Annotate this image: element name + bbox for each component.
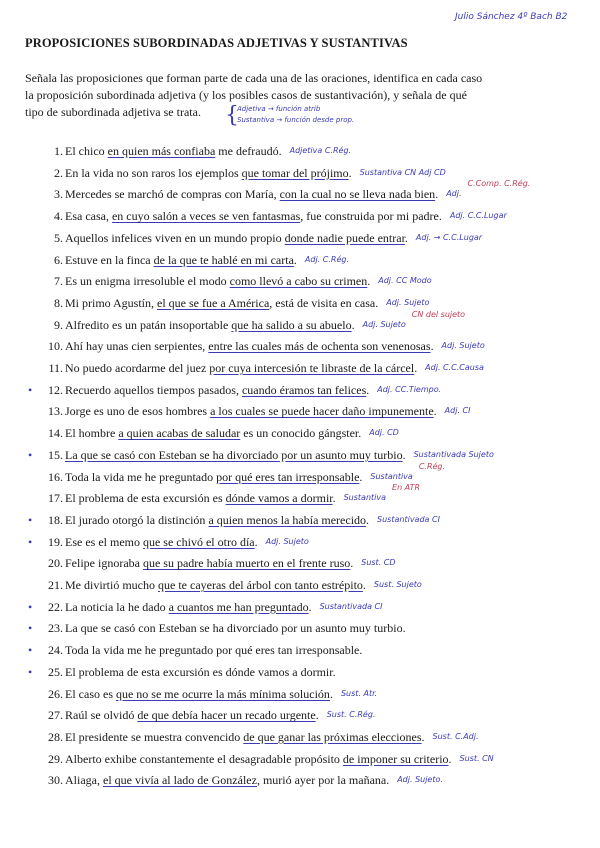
sentence-fragment: Recuerdo aquellos tiempos pasados,: [65, 382, 242, 397]
underlined-clause: a quien acabas de saludar: [118, 426, 241, 441]
underlined-clause: por qué eres tan irresponsable: [216, 469, 360, 484]
underlined-clause: a cuantos me han preguntado: [168, 599, 309, 614]
sentence-fragment: Mi primo Agustín,: [65, 295, 158, 310]
underlined-clause: que su padre había muerto en el frente ruso: [142, 556, 351, 571]
sentence-row: [0, 272, 600, 292]
sentence-row: [0, 337, 600, 357]
underlined-clause: a los cuales se puede hacer daño impunemente: [210, 404, 434, 419]
handwritten-annotation: Sust. Sujeto: [373, 580, 422, 589]
sentence-number: 30.: [48, 773, 63, 788]
handwritten-annotation: Sustantiva: [370, 471, 413, 481]
underlined-clause: que no se me ocurre la más mínima solución: [115, 686, 330, 701]
sentence-row: [0, 685, 600, 705]
sentence-fragment: En la vida no son raros los ejemplos: [65, 165, 242, 180]
sentence-fragment: .: [254, 534, 258, 549]
handwritten-annotation: Adj. Sujeto: [265, 536, 309, 546]
underlined-clause: entre las cuales más de ochenta son venenosas: [208, 339, 431, 354]
sentence-number: 6.: [54, 252, 63, 267]
handwritten-annotation-red: En ATR: [392, 483, 421, 493]
sentence-text: [65, 556, 353, 571]
sentence-text: [65, 730, 425, 745]
sentence-row: [0, 511, 600, 531]
sentence-text: [65, 296, 378, 311]
sentence-number: 29.: [48, 751, 63, 766]
sentence-fragment: .: [404, 230, 408, 245]
sentence-text: [65, 187, 438, 202]
sentence-number: 20.: [48, 556, 63, 571]
sentence-fragment: .: [414, 361, 418, 375]
handwritten-annotation: Adj. CC.Tiempo.: [377, 384, 442, 394]
sentence-number: 4.: [54, 209, 63, 224]
sentence-fragment: Jorge es uno de esos hombres: [65, 404, 211, 419]
underlined-clause: de que debía hacer un recado urgente: [137, 708, 316, 723]
sentence-text: [65, 491, 336, 506]
sentence-fragment: .: [293, 252, 297, 267]
sentence-row: [0, 207, 600, 227]
sentence-fragment: Aliaga,: [65, 773, 103, 788]
sentence-number: 2.: [54, 165, 63, 180]
sentence-row: [0, 294, 600, 314]
sentence-row: [0, 446, 600, 466]
sentence-fragment: Ahí hay unas cien serpientes,: [65, 339, 209, 354]
sentence-fragment: Ese es el memo: [65, 534, 143, 549]
sentence-number: 24.: [48, 643, 63, 658]
margin-bullet-mark: •: [28, 382, 33, 397]
sentence-fragment: El chico: [65, 144, 108, 158]
handwritten-annotation: Adj. C.Rég.: [304, 254, 349, 264]
margin-bullet-mark: •: [28, 664, 33, 679]
sentence-number: 1.: [54, 144, 63, 158]
handwritten-annotation: Adj. Sujeto.: [397, 775, 443, 785]
sentence-number: 19.: [48, 534, 63, 549]
sentence-fragment: es un conocido gángster.: [240, 426, 362, 441]
sentence-text: [65, 600, 312, 615]
handwritten-annotation-red: C.Rég.: [418, 461, 446, 471]
sentence-number: 11.: [48, 361, 63, 375]
sentence-text: [65, 535, 258, 550]
sentence-row: [0, 706, 600, 726]
sentence-row: [0, 771, 600, 791]
sentence-text: [65, 318, 355, 333]
sentence-fragment: me defraudó.: [215, 144, 282, 158]
margin-bullet-mark: •: [28, 643, 33, 658]
sentence-row: [0, 663, 600, 683]
sentence-fragment: .: [315, 708, 319, 723]
handwritten-annotation: Sustantivada CI: [319, 601, 383, 611]
sentence-number: 17.: [48, 491, 63, 506]
sentence-row: [0, 576, 600, 596]
sentence-text: [65, 209, 442, 224]
sentence-number: 28.: [48, 729, 63, 744]
sentence-row: [0, 402, 600, 422]
sentence-text: [65, 448, 406, 463]
sentence-fragment: .: [351, 317, 355, 332]
sentence-row: [0, 179, 600, 205]
handwritten-annotation: Sustantiva CN Adj CD: [359, 167, 446, 177]
sentence-number: 9.: [54, 317, 63, 332]
sentence-row: [0, 598, 600, 618]
handwritten-annotation: Adj.: [446, 189, 462, 199]
brace-mark: {: [225, 103, 239, 128]
sentence-number: 27.: [48, 708, 63, 723]
underlined-clause: La que se casó con Esteban se ha divorciado por un asunto muy turbio: [65, 447, 403, 462]
handwritten-annotation: Adj. CC Modo: [378, 276, 432, 286]
handwritten-annotation: Adj. CI: [444, 406, 471, 416]
sentence-text: [65, 339, 434, 354]
sentence-number: 21.: [48, 578, 63, 592]
sentence-text: [65, 773, 389, 788]
sentence-fragment: No puedo acordarme del juez: [65, 361, 210, 375]
sentence-text: [65, 253, 297, 268]
sentence-number: 3.: [54, 187, 63, 202]
underlined-clause: en quien más confiaba: [107, 144, 216, 158]
sentence-fragment: El caso es: [65, 686, 116, 701]
underlined-clause: de la que te hablé en mi carta: [153, 252, 294, 267]
intro-note-1: Adjetiva → función atrib: [237, 105, 321, 113]
sentence-text: [65, 665, 336, 680]
sentence-row: [0, 641, 600, 661]
sentence-fragment: La noticia la he dado: [65, 599, 169, 614]
handwritten-annotation-red: CN del sujeto: [411, 309, 466, 319]
handwritten-annotation: Adj. Sujeto: [441, 341, 485, 351]
sentence-fragment: .: [348, 165, 352, 180]
sentence-fragment: Esa casa,: [65, 209, 112, 224]
sentence-row: [0, 619, 600, 639]
sentence-fragment: Felipe ignoraba: [65, 556, 143, 571]
sentence-number: 7.: [54, 274, 63, 289]
sentence-number: 26.: [48, 686, 63, 701]
sentence-row: [0, 533, 600, 553]
underlined-clause: que tomar del prójimo: [241, 165, 349, 180]
sentence-fragment: .: [366, 382, 370, 397]
sentence-row: [0, 554, 600, 574]
margin-bullet-mark: •: [28, 621, 33, 636]
sentence-number: 15.: [48, 447, 63, 462]
sentence-text: [65, 274, 370, 289]
sentence-text: [65, 231, 408, 246]
sentence-fragment: .: [366, 512, 370, 527]
sentence-row: [0, 728, 600, 748]
handwritten-annotation: Adj. Sujeto: [362, 319, 406, 329]
sentence-fragment: El problema de esta excursión es: [65, 491, 226, 506]
sentence-fragment: .: [430, 339, 434, 354]
sentence-number: 23.: [48, 621, 63, 636]
sentence-number: 18.: [48, 512, 63, 527]
handwritten-annotation: Sust. Atr.: [340, 688, 378, 698]
underlined-clause: cuando éramos tan felices: [241, 382, 367, 397]
handwritten-annotation: Sust. C.Adj.: [432, 731, 479, 741]
sentence-fragment: .: [329, 686, 333, 701]
underlined-clause: donde nadie puede entrar: [284, 230, 405, 245]
sentence-fragment: .: [332, 491, 336, 506]
sentence-fragment: El presidente se muestra convencido: [65, 729, 244, 744]
student-name-handwritten: Julio Sánchez 4º Bach B2: [455, 12, 568, 22]
sentence-row: [0, 142, 600, 162]
underlined-clause: de que ganar las próximas elecciones: [243, 729, 422, 744]
handwritten-annotation: Adj. C.C.Causa: [425, 363, 484, 372]
sentence-fragment: Alfredito es un patán insoportable: [65, 317, 232, 332]
sentence-text: [65, 426, 361, 441]
sentence-fragment: El hombre: [65, 426, 119, 441]
sentence-text: [65, 144, 282, 159]
sentence-row: [0, 750, 600, 770]
sentence-text: [65, 752, 452, 767]
handwritten-annotation: Sust. CD: [361, 558, 396, 568]
sentence-text: [65, 643, 362, 658]
sentence-fragment: El problema de esta excursión es dónde vamos a dormir.: [65, 664, 336, 679]
underlined-clause: que ha salido a su abuelo: [231, 317, 352, 332]
sentence-row: [0, 309, 600, 336]
margin-bullet-mark: •: [28, 599, 33, 614]
sentence-text: [65, 404, 437, 419]
intro-note-2: Sustantiva → función desde prop.: [237, 116, 355, 124]
sentence-fragment: , está de visita en casa.: [269, 295, 379, 310]
intro-line-3: tipo de subordinada adjetiva se trata.: [25, 105, 201, 119]
handwritten-annotation: Sustantivada Sujeto: [413, 449, 494, 459]
sentence-fragment: Es un enigma irresoluble el modo: [65, 274, 230, 289]
sentence-row: [0, 251, 600, 271]
sentence-text: [65, 513, 369, 528]
underlined-clause: que te cayeras del árbol con tanto estrépito: [158, 578, 363, 592]
sentence-row: [0, 229, 600, 249]
sentence-row: [0, 461, 600, 488]
handwritten-annotation: Sust. C.Rég.: [326, 710, 376, 720]
handwritten-annotation: Sustantiva: [343, 493, 387, 503]
sentence-fragment: .: [367, 274, 371, 289]
handwritten-annotation: Adj. Sujeto: [386, 297, 430, 307]
handwritten-annotation: Adjetiva C.Rég.: [289, 146, 352, 155]
sentence-fragment: .: [421, 729, 425, 744]
sentence-fragment: , fue construida por mi padre.: [300, 209, 442, 224]
underlined-clause: por cuya intercesión te libraste de la cárcel: [209, 361, 415, 375]
page-title: PROPOSICIONES SUBORDINADAS ADJETIVAS Y SUSTANTIVAS: [25, 36, 408, 50]
sentence-fragment: Mercedes se marchó de compras con María,: [65, 187, 280, 202]
handwritten-annotation: Sust. CN: [459, 753, 494, 763]
sentence-number: 16.: [48, 469, 63, 484]
handwritten-annotation: Sustantivada CI: [377, 514, 440, 524]
sentence-number: 10.: [48, 339, 63, 354]
sentence-number: 14.: [48, 426, 63, 441]
sentence-number: 8.: [54, 295, 63, 310]
sentence-number: 12.: [48, 382, 63, 397]
sentence-fragment: Me divirtió mucho: [65, 578, 158, 592]
sentence-fragment: Toda la vida me he preguntado: [65, 469, 217, 484]
sentence-text: [65, 470, 362, 485]
sentence-row: [0, 483, 600, 509]
sentence-number: 22.: [48, 599, 63, 614]
sentence-number: 13.: [48, 404, 63, 419]
underlined-clause: dónde vamos a dormir: [225, 491, 333, 506]
sentence-fragment: .: [359, 469, 363, 484]
underlined-clause: el que se fue a América: [157, 295, 270, 310]
sentence-text: [65, 383, 369, 398]
sentence-fragment: .: [435, 187, 439, 202]
sentence-fragment: Aquellos infelices viven en un mundo propio: [65, 230, 285, 245]
underlined-clause: que se chivó el otro día: [142, 534, 255, 549]
sentence-text: [65, 361, 417, 376]
sentence-fragment: .: [350, 556, 354, 571]
intro-line-2: la proposición subordinada adjetiva (y los posibles casos de sustantivación), y señala de qué: [25, 88, 467, 102]
underlined-clause: como llevó a cabo su crimen: [229, 274, 368, 289]
sentence-text: [65, 708, 319, 723]
sentence-fragment: , murió ayer por la mañana.: [256, 773, 390, 788]
underlined-clause: a quien menos la había merecido: [208, 512, 367, 527]
margin-bullet-mark: •: [28, 447, 33, 462]
underlined-clause: con la cual no se lleva nada bien: [279, 187, 436, 202]
sentence-text: [65, 687, 333, 702]
sentence-fragment: .: [448, 751, 452, 766]
sentence-text: [65, 166, 352, 181]
sentence-fragment: Raúl se olvidó: [65, 708, 138, 723]
sentence-fragment: .: [308, 599, 312, 614]
sentence-fragment: .: [362, 578, 366, 592]
sentence-number: 25.: [48, 664, 63, 679]
underlined-clause: el que vivía al lado de González: [103, 773, 257, 788]
handwritten-annotation: Adj. → C.C.Lugar: [415, 232, 483, 242]
sentence-number: 5.: [54, 230, 63, 245]
underlined-clause: de imponer su criterio: [342, 751, 449, 766]
sentence-text: [65, 621, 406, 636]
margin-bullet-mark: •: [28, 512, 33, 527]
underlined-clause: en cuyo salón a veces se ven fantasmas: [111, 209, 301, 224]
sentence-fragment: La que se casó con Esteban se ha divorciado por un asunto muy turbio.: [65, 621, 406, 636]
sentence-fragment: El jurado otorgó la distinción: [65, 512, 209, 527]
sentence-fragment: Alberto exhibe constantemente el desagradable propósito: [65, 751, 343, 766]
sentence-fragment: Toda la vida me he preguntado por qué eres tan irresponsable.: [65, 643, 363, 658]
intro-line-1: Señala las proposiciones que forman parte de cada una de las oraciones, identifica en cada caso: [25, 71, 483, 85]
handwritten-annotation: Adj. C.C.Lugar: [449, 211, 507, 221]
handwritten-annotation-red: C.Comp. C.Rég.: [467, 179, 531, 189]
sentence-row: [0, 381, 600, 401]
sentence-fragment: .: [402, 447, 406, 462]
sentence-row: [0, 424, 600, 444]
margin-bullet-mark: •: [28, 534, 33, 549]
sentence-row: [0, 359, 600, 379]
sentence-text: [65, 578, 366, 593]
sentence-fragment: .: [433, 404, 437, 419]
sentence-fragment: Estuve en la finca: [65, 252, 154, 267]
handwritten-annotation: Adj. CD: [369, 428, 399, 438]
